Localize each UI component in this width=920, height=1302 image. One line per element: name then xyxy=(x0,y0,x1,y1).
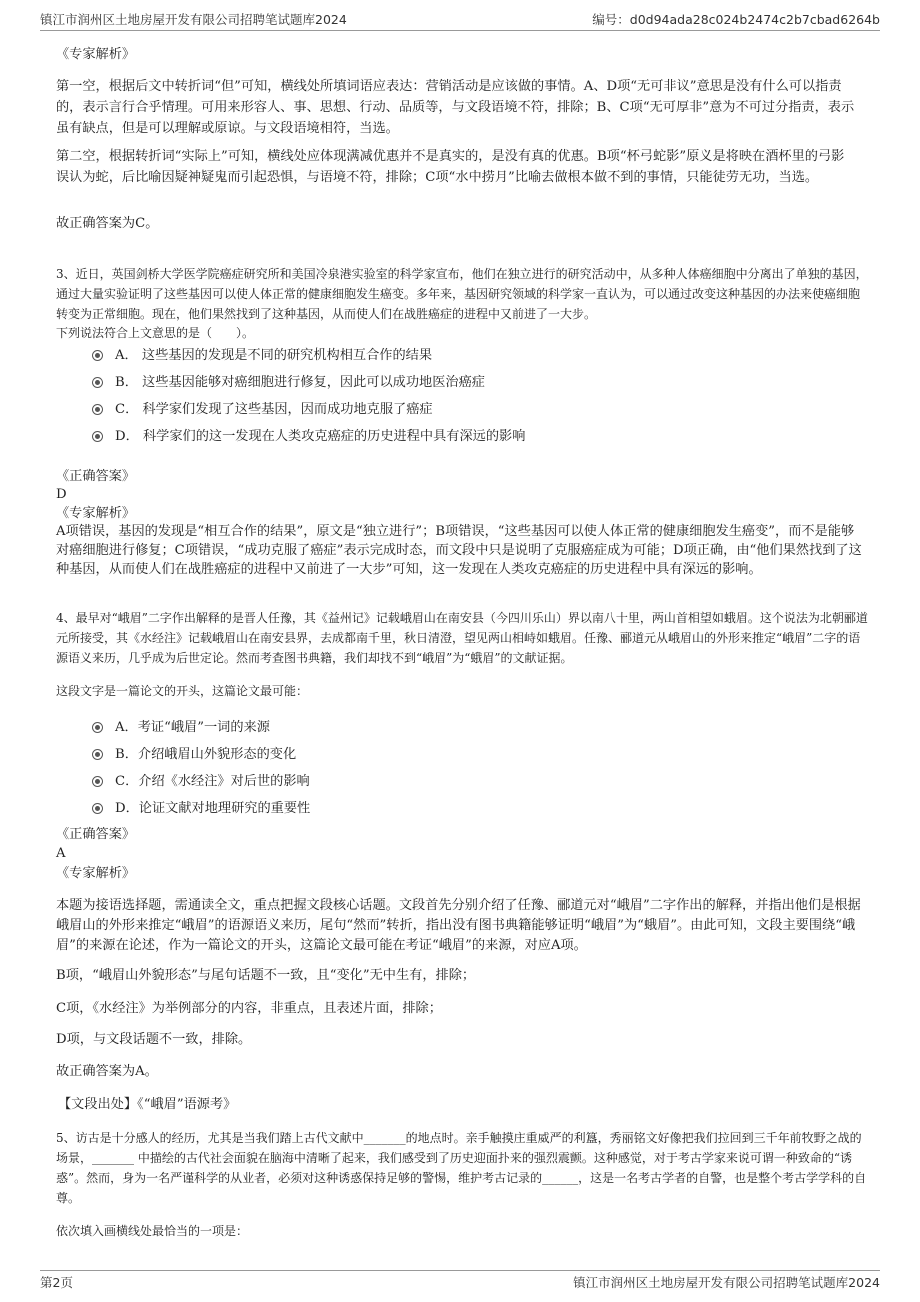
q4-analysis-title: 《专家解析》 xyxy=(56,866,136,881)
q4-answer: A xyxy=(56,846,66,861)
q3-option-a[interactable]: A． 这些基因的发现是不同的研究机构相互合作的结果 xyxy=(92,343,432,363)
q4-analysis-para1: 本题为接语选择题，需通读全文，重点把握文段核心话题。文段首先分别介绍了任豫、郦道元对“峨眉”二字作出的解释，并指出他们是根据峨眉山的外形来推定“峨眉”的语源语义来历，尾句“然而”转折，指出没有图书典籍能够证明“峨眉”为“蛾眉”。由此可知，文段主要围绕“峨眉”的来源在论述，作为一篇论文的开头，这篇论文最可能在考证“峨眉”的来源，对应A项。 xyxy=(56,898,861,953)
q4-question: 这段文字是一篇论文的开头，这篇论文最可能： xyxy=(56,684,309,698)
q3-question: 下列说法符合上文意思的是（ ）。 xyxy=(56,326,255,340)
header-doc-id: 编号：d0d94ada28c024b2474c2b7cbad6264b xyxy=(592,12,880,27)
q4-option-d[interactable]: D．论证文献对地理研究的重要性 xyxy=(92,796,310,816)
q4-stem: 4、最早对“峨眉”二字作出解释的是晋人任豫，其《益州记》记载峨眉山在南安县（今四川乐山）界以南八十里，两山首相望如蛾眉。这个说法为北朝郦道元所接受，其《水经注》记载峨眉山在南安县界，去成都南千里，秋日清澄，望见两山相峙如蛾眉。任豫、郦道元从峨眉山的外形来推定“峨眉”二字的语源语义来历，几乎成为后世定论。然而考查图书典籍，我们却找不到“峨眉”为“蛾眉”的文献证据。 xyxy=(56,611,868,665)
q2-analysis-title: 《专家解析》 xyxy=(56,47,136,62)
q4-option-c[interactable]: C．介绍《水经注》对后世的影响 xyxy=(92,769,310,789)
q4-analysis-para3: C项，《水经注》为举例部分的内容，非重点，且表述片面，排除； xyxy=(56,1001,442,1016)
q3-option-d[interactable]: D． 科学家们的这一发现在人类攻克癌症的历史进程中具有深远的影响 xyxy=(92,424,525,444)
radio-icon[interactable] xyxy=(92,722,103,733)
q4-conclusion: 故正确答案为A。 xyxy=(56,1064,158,1079)
q4-answer-title: 《正确答案》 xyxy=(56,827,136,842)
page-footer xyxy=(40,1270,880,1293)
q5-question: 依次填入画横线处最恰当的一项是： xyxy=(56,1224,249,1238)
page-number: 第2页 xyxy=(40,1275,73,1290)
radio-icon[interactable] xyxy=(92,350,103,361)
q5-stem: 5、访古是十分感人的经历，尤其是当我们踏上古代文献中_______的地点时。亲手触摸庄重威严的利簋，秀丽铭文好像把我们拉回到三千年前牧野之战的场景，_______ 中描绘的古代社会面貌在脑海中清晰了起来，我们感受到了历史迎面扑来的强烈震颤。这种感觉，对于考古学家来说可谓一种致命的“诱惑”。然而，身为一名严谨科学的从业者，必须对这种诱惑保持足够的警惕，维护考古记录的______，这是一名考古学者的自警，也是整个考古学学科的自尊。 xyxy=(56,1131,867,1205)
q3-answer: D xyxy=(56,487,67,502)
radio-icon[interactable] xyxy=(92,776,103,787)
q3-option-b[interactable]: B． 这些基因能够对癌细胞进行修复，因此可以成功地医治癌症 xyxy=(92,370,485,390)
radio-icon[interactable] xyxy=(92,377,103,388)
footer-title: 镇江市润州区土地房屋开发有限公司招聘笔试题库2024 xyxy=(573,1275,880,1290)
q4-analysis-para2: B项，“峨眉山外貌形态”与尾句话题不一致，且“变化”无中生有，排除； xyxy=(56,968,476,983)
q4-option-b[interactable]: B．介绍峨眉山外貌形态的变化 xyxy=(92,742,296,762)
header-title: 镇江市润州区土地房屋开发有限公司招聘笔试题库2024 xyxy=(40,12,347,27)
radio-icon[interactable] xyxy=(92,404,103,415)
page-header xyxy=(40,8,880,31)
q3-stem: 3、近日，英国剑桥大学医学院癌症研究所和美国冷泉港实验室的科学家宣布，他们在独立进行的研究活动中，从多种人体癌细胞中分离出了单独的基因，通过大量实验证明了这些基因可以使人体正常的健康细胞发生癌变。多年来，基因研究领域的科学家一直认为，可以通过改变这种基因的办法来使癌细胞转变为正常细胞。现在，他们果然找到了这种基因，从而使人们在战胜癌症的进程中又前进了一大步。 xyxy=(56,267,868,321)
q3-option-c[interactable]: C． 科学家们发现了这些基因，因而成功地克服了癌症 xyxy=(92,397,433,417)
q2-analysis-para1: 第一空，根据后文中转折词“但”可知，横线处所填词语应表达：营销活动是应该做的事情。A、D项“无可非议”意思是没有什么可以指责的，表示言行合乎情理。可用来形容人、事、思想、行动、品质等，与文段语境不符，排除；B、C项“无可厚非”意为不可过分指责，表示虽有缺点，但是可以理解或原谅。与文段语境相符，当选。 xyxy=(56,79,855,136)
q3-analysis-title: 《专家解析》 xyxy=(56,506,136,521)
q2-analysis-para2: 第二空，根据转折词“实际上”可知，横线处应体现满减优惠并不是真实的，是没有真的优惠。B项“杯弓蛇影”原义是将映在酒杯里的弓影误认为蛇，后比喻因疑神疑鬼而引起恐惧，与语境不符，排除；C项“水中捞月”比喻去做根本做不到的事情，只能徒劳无功，当选。 xyxy=(56,149,845,185)
q4-source: 【文段出处】《“峨眉”语源考》 xyxy=(58,1097,237,1112)
q3-answer-title: 《正确答案》 xyxy=(56,469,136,484)
radio-icon[interactable] xyxy=(92,803,103,814)
q4-option-a[interactable]: A．考证“峨眉”一词的来源 xyxy=(92,715,270,735)
radio-icon[interactable] xyxy=(92,431,103,442)
q4-analysis-para4: D项，与文段话题不一致，排除。 xyxy=(56,1032,252,1047)
q3-analysis: A项错误，基因的发现是“相互合作的结果”，原文是“独立进行”；B项错误，“这些基因可以使人体正常的健康细胞发生癌变”，而不是能够对癌细胞进行修复；C项错误，“成功克服了癌症”表示完成时态，而文段中只是说明了克服癌症成为可能；D项正确，由“他们果然找到了这种基因，从而使人们在战胜癌症的进程中又前进了一大步”可知，这一发现在人类攻克癌症的历史进程中具有深远的影响。 xyxy=(56,524,862,577)
q2-conclusion: 故正确答案为C。 xyxy=(56,216,159,231)
radio-icon[interactable] xyxy=(92,749,103,760)
